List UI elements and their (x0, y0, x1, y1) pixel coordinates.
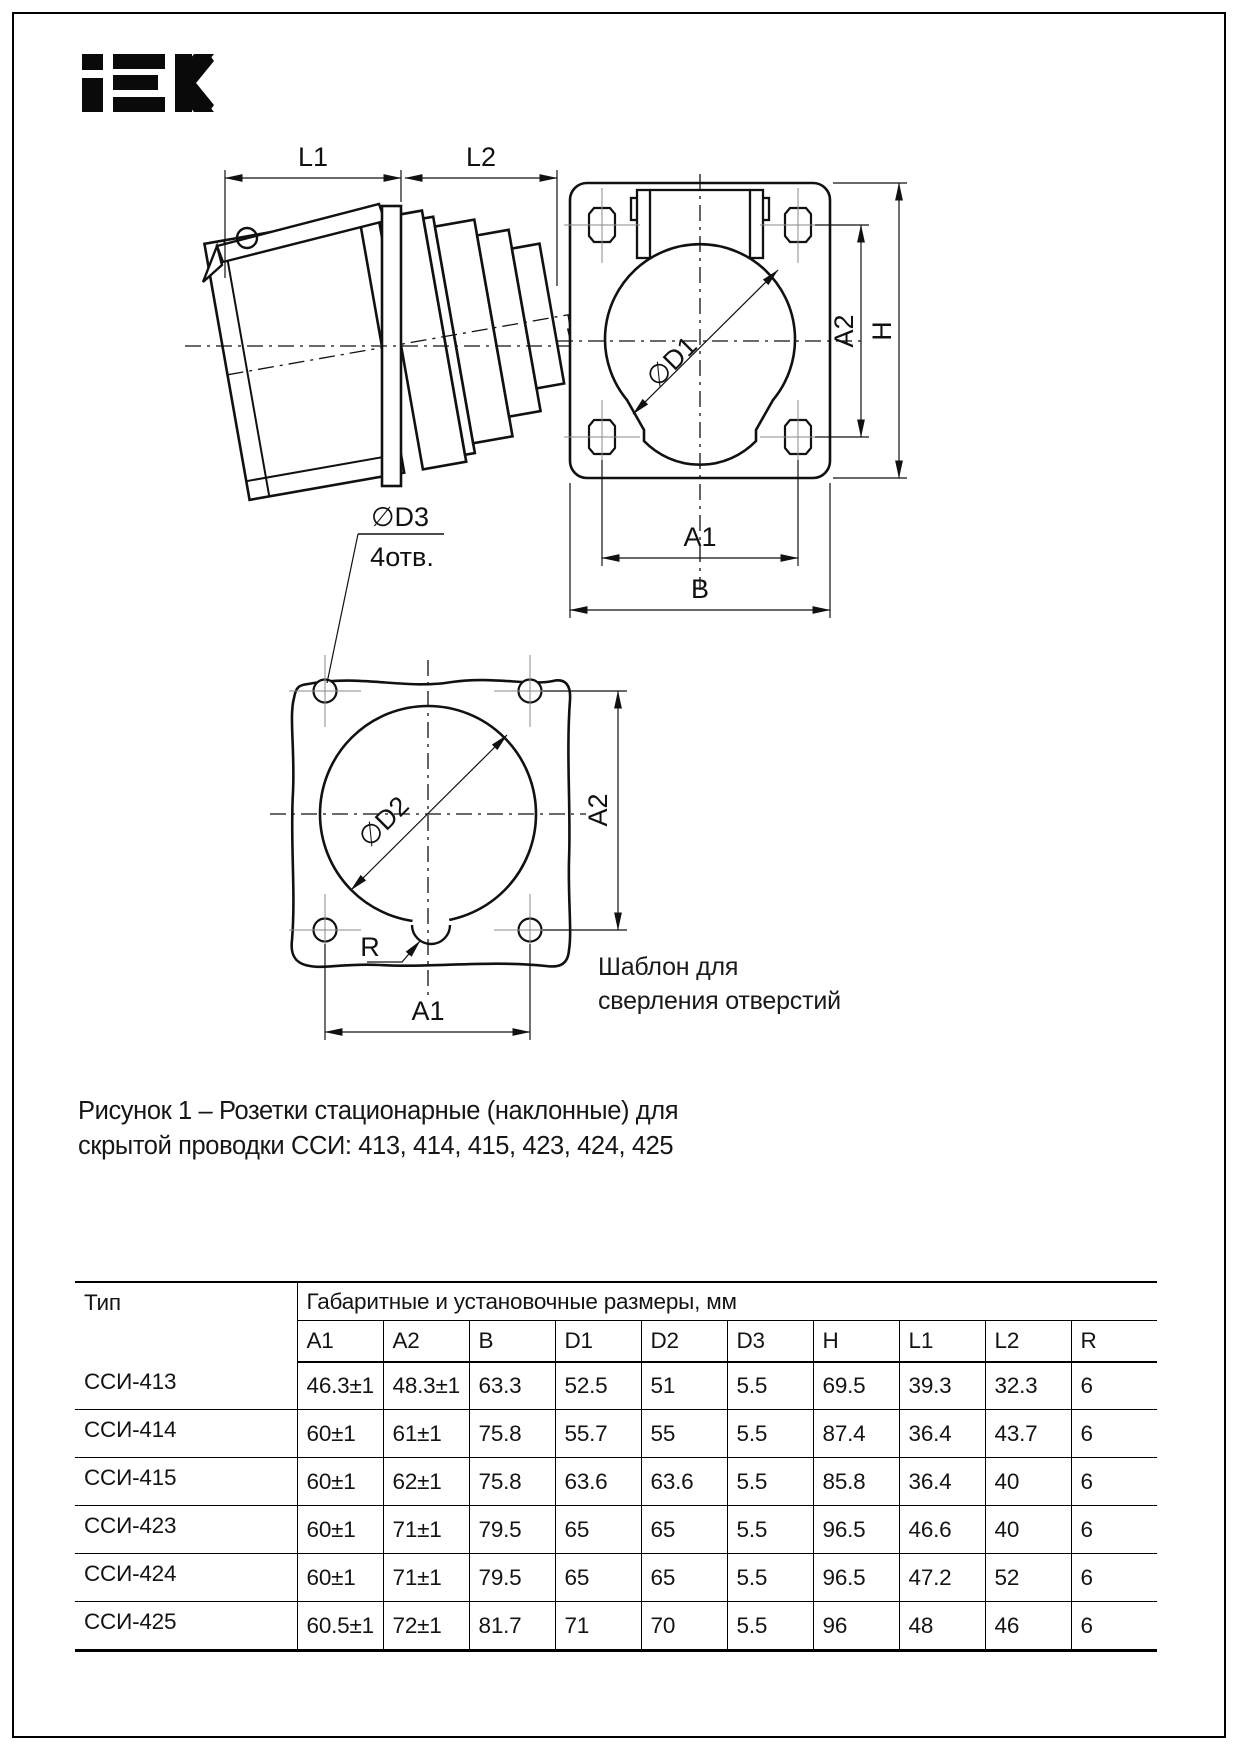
iek-logo (82, 54, 214, 112)
dim-label-a1-front: A1 (683, 522, 717, 552)
table-row: ССИ-423 60±1 71±1 79.5 65 65 5.5 96.5 46.6 40 6 (75, 1506, 1157, 1554)
drilling-template-drawing (230, 492, 650, 1057)
col-header-d3: D3 (727, 1321, 813, 1363)
col-header-l2: L2 (985, 1321, 1071, 1363)
table-row: ССИ-415 60±1 62±1 75.8 63.6 63.6 5.5 85.8 36.4 40 6 (75, 1458, 1157, 1506)
col-header-h: H (813, 1321, 899, 1363)
col-header-d2: D2 (641, 1321, 727, 1363)
dim-label-r: R (360, 932, 380, 962)
dim-label-d3: ∅D3 (370, 502, 430, 532)
col-header-a1: A1 (297, 1321, 383, 1363)
table-header-group-row (75, 1282, 1157, 1321)
table-header-type: Тип (75, 1282, 297, 1362)
dim-label-d1: ∅D1 (640, 330, 703, 393)
dim-label-holes-count: 4отв. (370, 542, 434, 572)
figure-caption-line2: скрытой проводки ССИ: 413, 414, 415, 423, 424, 425 (78, 1132, 674, 1160)
template-note-line2: сверления отверстий (598, 987, 841, 1015)
table-row: ССИ-425 60.5±1 72±1 81.7 71 70 5.5 96 48 46 6 (75, 1602, 1157, 1651)
table-row: ССИ-414 60±1 61±1 75.8 55.7 55 5.5 87.4 36.4 43.7 6 (75, 1410, 1157, 1458)
row-type: ССИ-425 (75, 1602, 297, 1651)
row-type: ССИ-423 (75, 1506, 297, 1554)
col-header-l1: L1 (899, 1321, 985, 1363)
table-row: ССИ-413 46.3±1 48.3±1 63.3 52.5 51 5.5 69.5 39.3 32.3 6 (75, 1362, 1157, 1410)
row-type: ССИ-413 (75, 1362, 297, 1410)
figure-caption (78, 1094, 718, 1164)
dim-label-b: B (690, 574, 710, 604)
row-type: ССИ-414 (75, 1410, 297, 1458)
col-header-r: R (1071, 1321, 1157, 1363)
dim-label-a2-front: A2 (829, 314, 859, 348)
dimensions-table (75, 1281, 1157, 1652)
dim-label-h: H (867, 321, 897, 341)
dim-label-d2: ∅D2 (352, 790, 415, 853)
figure-caption-line1: Рисунок 1 – Розетки стационарные (наклонные) для (78, 1097, 679, 1125)
row-type: ССИ-424 (75, 1554, 297, 1602)
dim-label-a2-template: A2 (583, 793, 613, 827)
dim-label-l1: L1 (297, 142, 329, 172)
col-header-d1: D1 (555, 1321, 641, 1363)
table-header-group: Габаритные и установочные размеры, мм (297, 1282, 1157, 1321)
col-header-b: B (469, 1321, 555, 1363)
table-row: ССИ-424 60±1 71±1 79.5 65 65 5.5 96.5 47.2 52 6 (75, 1554, 1157, 1602)
dim-label-a1-template: A1 (411, 996, 445, 1026)
col-header-a2: A2 (383, 1321, 469, 1363)
template-note (598, 950, 938, 1018)
template-note-line1: Шаблон для (598, 953, 739, 981)
row-type: ССИ-415 (75, 1458, 297, 1506)
dim-label-l2: L2 (465, 142, 497, 172)
